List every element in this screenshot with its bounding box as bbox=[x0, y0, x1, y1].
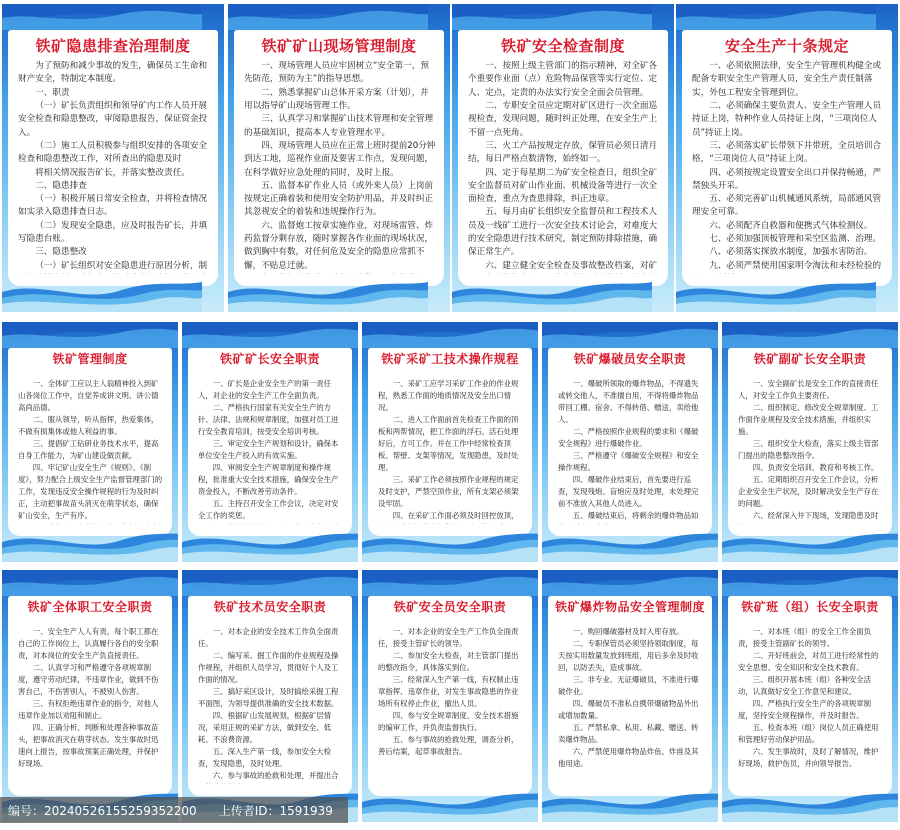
board-panel bbox=[548, 596, 712, 796]
board-body bbox=[244, 60, 436, 274]
board-paragraph: 三、经常深入生产第一线，有权制止违章指挥、违章作业，对发生事故隐患的作业场所有权停止作业，撤出人员。 bbox=[378, 674, 519, 708]
wave-decoration bbox=[362, 528, 538, 562]
board-paragraph: 三、组织安全大检查，落实上级主管部门提出的隐患整改指令。 bbox=[738, 438, 879, 460]
board-paragraph: 一、职责 bbox=[35, 87, 70, 98]
board-11 bbox=[182, 570, 358, 822]
board-panel bbox=[728, 348, 892, 536]
board-paragraph: 四、参与安全规章制度、安全技术措施的编审工作，并负责监督执行。 bbox=[378, 710, 519, 732]
board-title: 铁矿爆炸物品安全管理制度 bbox=[554, 600, 705, 614]
board-paragraph: 三、认真学习和掌握矿山技术管理和安全管理的基础知识，提高本人专业管理水平。 bbox=[244, 114, 434, 138]
board-body bbox=[198, 626, 344, 784]
board-paragraph: 一、安全生产人人有责，每个职工都在自己的工作岗位上，认真履行各自的安全职责，对本岗位的安全生产负直接责任。 bbox=[18, 627, 159, 660]
board-panel bbox=[548, 348, 712, 536]
board-paragraph: 一、购回爆破器材及时入库存放。 bbox=[572, 627, 684, 636]
board-paragraph: 一、安全副矿长是安全工作的直接责任人，对安全工作负主要责任。 bbox=[738, 379, 879, 400]
board-paragraph: 一、现场管理人员应牢固树立“安全第一，预先防范，预防为主”的指导思想。 bbox=[244, 61, 429, 85]
board-paragraph: 四、严格执行安全生产的各项规章制度，坚持安全规程操作，并及时报告。 bbox=[738, 698, 872, 720]
board-title: 铁矿矿山现场管理制度 bbox=[261, 37, 417, 55]
board-paragraph: 一、采矿工应学习采矿工作业的作业规程，熟悉工作面的地质情况及安全出口情况。 bbox=[378, 379, 519, 412]
board-5 bbox=[2, 322, 178, 562]
board-panel bbox=[368, 348, 532, 536]
board-10 bbox=[2, 570, 178, 822]
board-paragraph: 二、认真学习和严格遵守各项规章制度，遵守劳动纪律，不违章作业，做到不伤害自己，不伤害别人，不被别人伤害。 bbox=[18, 662, 159, 696]
board-panel bbox=[188, 596, 352, 796]
header-wave-decoration bbox=[182, 322, 358, 348]
board-panel bbox=[8, 30, 218, 286]
board-panel bbox=[458, 30, 668, 286]
board-paragraph: 五、必须完善矿山机械通风系统，局部通风管理安全可靠。 bbox=[692, 194, 882, 218]
board-title: 铁矿副矿长安全职责 bbox=[753, 352, 867, 366]
board-4 bbox=[676, 4, 898, 312]
board-paragraph: 三、严格遵守《爆破安全规程》和安全操作规程。 bbox=[558, 450, 699, 472]
board-title: 铁矿管理制度 bbox=[52, 352, 128, 366]
board-paragraph: 二、进入工作面前首先检查工作面的顶板和两帮情况，把工作面的浮石、活石处理好后，方可工作。并在工作中经常检查顶板、帮壁、支架等情况，发现隐患，及时处理。 bbox=[378, 414, 519, 472]
board-paragraph: 六、经常深入井下现场，发现隐患及时 bbox=[752, 510, 879, 520]
board-panel bbox=[234, 30, 444, 286]
board-body bbox=[468, 60, 660, 274]
board-14 bbox=[722, 570, 898, 822]
board-paragraph: 二、隐患排查 bbox=[35, 180, 87, 191]
board-paragraph: 二、必须确保主要负责人、安全生产管理人员持证上岗，特种作业人员持证上岗，“三项岗位人员”持证上岗。 bbox=[692, 100, 882, 138]
board-paragraph: 二、参加安全大检查，对主管部门提出的整改指令，具体落实到位。 bbox=[378, 650, 519, 672]
header-wave-decoration bbox=[676, 4, 876, 30]
board-paragraph: （一）矿长负责组织和领导矿内工作人员开展安全检查和隐患整改，审阅隐患报告，保证资金投入。 bbox=[18, 100, 208, 138]
wave-decoration bbox=[228, 278, 428, 312]
board-body bbox=[378, 378, 524, 524]
board-paragraph: 将相关情况报告矿长，并落实整改责任。 bbox=[35, 167, 190, 178]
board-paragraph: （二）施工人员积极参与组织安排的各项安全检查和隐患整改工作，对所查出的隐患及时 bbox=[18, 140, 208, 165]
board-paragraph: 八、必须落实探放水制度，加强水害防治。 bbox=[709, 247, 873, 258]
board-title: 铁矿采矿工技术操作规程 bbox=[381, 352, 519, 366]
board-paragraph: 四、牢记矿山安全生产《规则》、《制度》，努力配合上级安全生产监督管理部门的工作，发现违反安全操作规程的行为及时纠正，主动把事故苗头消灭在萌芽状态，确保矿山安全，生产有序。 bbox=[18, 462, 163, 520]
wave-decoration bbox=[722, 788, 898, 822]
board-panel bbox=[728, 596, 892, 796]
board-body bbox=[558, 378, 704, 524]
board-body bbox=[692, 60, 884, 274]
board-paragraph: 五、每月由矿长组织安全监督员和工程技术人员及一线矿工进行一次安全技术讨论会，对难度大的安全隐患进行技术研究，制定预防排除措施，确保正常生产。 bbox=[468, 207, 658, 258]
board-paragraph: 五、深入生产第一线，参加安全大检查，发现隐患，及时处理。 bbox=[198, 746, 332, 768]
board-7 bbox=[362, 322, 538, 562]
board-body bbox=[18, 378, 164, 524]
board-paragraph: 一、必须依照法律，安全生产管理机构健全或配备专职安全生产管理人员，安全生产责任制落实，外包工程安全管理到位。 bbox=[692, 61, 882, 98]
board-panel bbox=[188, 348, 352, 536]
watermark-bar bbox=[0, 797, 348, 823]
board-paragraph: 二、组织制定、修改安全规章制度、工作面作业规程及安全技术措施，并组织实施。 bbox=[738, 402, 879, 436]
header-wave-decoration bbox=[182, 570, 358, 596]
board-paragraph: 二、开好班前会，对员工进行经常性的安全思想、安全知识和安全技术教育。 bbox=[738, 650, 879, 672]
board-paragraph: 一、爆破所领取的爆炸物品，不得遗失或转交他人，不准擅自用，不得将爆炸物品带回工棚、宿舍、不得转借、赠送，卖给他人。 bbox=[558, 379, 699, 424]
board-paragraph: 二、严格执行国家有关安全生产的方针、法律、法规和规章制度，加强对员工进行安全教育培训，按受安全培训考核。 bbox=[198, 402, 339, 436]
board-9 bbox=[722, 322, 898, 562]
board-paragraph: 六、必须配齐自救器和便携式气体检测仪。 bbox=[709, 220, 873, 231]
board-paragraph: 四、爆破员不准私自携带爆破物品外出或增加数量。 bbox=[558, 698, 699, 720]
board-paragraph: 四、审阅安全生产规章制度和操作规程，批准重大安全技术措施，确保安全生产资金投入，不断改善劳动条件。 bbox=[198, 462, 339, 496]
wave-decoration bbox=[2, 278, 202, 312]
wave-decoration bbox=[182, 528, 358, 562]
board-body bbox=[198, 378, 344, 524]
board-panel bbox=[682, 30, 892, 286]
board-body bbox=[378, 626, 524, 784]
board-paragraph: 三、非专业、无证爆破员，不准进行爆破作业。 bbox=[558, 674, 699, 696]
board-title: 铁矿隐患排查治理制度 bbox=[35, 37, 191, 55]
board-paragraph: 七、必须加强顶板管理和采空区监测、治理。 bbox=[709, 234, 882, 245]
wave-decoration bbox=[542, 528, 718, 562]
board-6 bbox=[182, 322, 358, 562]
board-paragraph bbox=[18, 522, 164, 524]
wave-decoration bbox=[362, 788, 538, 822]
board-paragraph: 一、对本班（组）的安全工作全面负责，接受主管副矿长的领导。 bbox=[738, 627, 872, 648]
board-paragraph: 五、检查本班（组）岗位人员正确使用和管理好劳动保护用品。 bbox=[738, 722, 879, 744]
board-2 bbox=[228, 4, 450, 312]
board-paragraph: 六、监督炮工按章实施作业，对现场雷管、炸药监督分剩存放，随时掌握各作业面的现场状况，做到胸中有数，对任何危及安全的隐患应常抓不懈，不贴息迁就。 bbox=[244, 220, 434, 271]
board-title: 铁矿技术员安全职责 bbox=[213, 600, 327, 614]
board-paragraph: 四、现场管理人员应在正常上班时提前20分钟到达工地，巡视作业面及要害工作点，发现问题，在科学做好应急处理的同时，及时上报。 bbox=[244, 140, 436, 178]
board-paragraph: 五、监督本矿作业人员（或外来人员）上岗前按规定正确着装和使用安全防护用品，并及时纠正其忽视安全的着装和违规操作行为。 bbox=[244, 180, 434, 218]
header-wave-decoration bbox=[542, 570, 718, 596]
board-paragraph: 二、服从领导，听从指挥，热爱集体，不做有损集体或他人利益的事。 bbox=[18, 414, 159, 436]
watermark-id: 编号：20240526155259352200 bbox=[8, 803, 197, 818]
wave-decoration bbox=[542, 788, 718, 822]
board-paragraph: （二）发现安全隐患，应及时报告矿长，并填写隐患台账。 bbox=[18, 220, 208, 245]
board-paragraph: 三、审定安全生产规划和设计，确保本单位安全生产投入的有效实施。 bbox=[198, 438, 339, 460]
board-paragraph: 四、负责安全培训、教育和考核工作。 bbox=[752, 462, 879, 472]
board-panel bbox=[8, 348, 172, 536]
board-paragraph: 二、严格按照作业规程的要求和《爆破安全规程》进行爆破作业。 bbox=[558, 426, 699, 448]
board-title: 铁矿全体职工安全职责 bbox=[27, 600, 153, 614]
board-paragraph bbox=[198, 522, 344, 524]
board-title: 安全生产十条规定 bbox=[724, 37, 849, 55]
header-wave-decoration bbox=[362, 322, 538, 348]
board-paragraph: 二、专职保管员必须坚持领取制度，每天按实用数量发放到班组，用后多余及时收回，以防丢失，造成事故。 bbox=[558, 638, 699, 672]
board-paragraph: 为了预防和减少事故的发生，确保员工生命和财产安全，特制定本制度。 bbox=[18, 61, 208, 85]
board-paragraph: 一、矿长是企业安全生产的第一责任人，对企业的安全生产工作全面负责。 bbox=[198, 379, 332, 400]
board-3 bbox=[452, 4, 674, 312]
board-paragraph: （一）积极开展日常安全检查，并将检查情况如实录入隐患排查日志。 bbox=[18, 194, 208, 218]
board-body bbox=[558, 626, 704, 784]
board-paragraph bbox=[244, 273, 436, 274]
board-paragraph: 三、搞好采区设计，及时搞绘采掘工程平面图，为领导提供准确的安全技术数据。 bbox=[198, 686, 339, 708]
board-title: 铁矿安全员安全职责 bbox=[393, 600, 507, 614]
board-paragraph: 二、专职安全员应定期对矿区进行一次全面巡视检查，发现问题，随时纠正处理，在安全生产上不留一点死角。 bbox=[468, 100, 658, 138]
board-paragraph: 六、参与事故的抢救和处理，并提出合 bbox=[212, 770, 339, 780]
board-body bbox=[18, 60, 210, 274]
board-12 bbox=[362, 570, 538, 822]
board-paragraph: 六、严禁使用爆炸物品炸鱼、炸兽及其他用途。 bbox=[558, 746, 699, 768]
header-wave-decoration bbox=[542, 322, 718, 348]
board-paragraph: 四、在采矿工作面必须及时回控放顶， bbox=[392, 510, 519, 520]
board-paragraph: 四、定于每星期二为矿安全检查日，组织全矿安全监督员对矿山作业面、机械设备等进行一次全面检查，重点为查患排除，纠正违章。 bbox=[468, 167, 658, 205]
header-wave-decoration bbox=[452, 4, 652, 30]
board-paragraph: 三、提倡矿工钻研业务技术水平，提高自身工作能力，为矿山建设做贡献。 bbox=[18, 438, 159, 460]
board-panel bbox=[8, 596, 172, 796]
board-title: 铁矿矿长安全职责 bbox=[219, 352, 320, 366]
board-paragraph: 五、定期组织召开安全工作会议，分析企业安全生产状况，及时解决安全生产存在的问题。 bbox=[738, 474, 879, 508]
wave-decoration bbox=[452, 278, 652, 312]
header-wave-decoration bbox=[2, 570, 178, 596]
board-paragraph: 二、熟悉掌握矿山总体开采方案（计划），并用以指导矿山现场管理工作。 bbox=[244, 87, 429, 111]
board-paragraph: 九、必须严禁使用国家明令淘汰和未经检验的 bbox=[709, 260, 882, 271]
board-panel bbox=[368, 596, 532, 796]
board-paragraph: 一、对本企业的安全技术工作负全面责任。 bbox=[198, 627, 339, 648]
board-title: 铁矿爆破员安全职责 bbox=[573, 352, 687, 366]
board-paragraph: 五、爆破结束后，将剩余的爆炸物品如 bbox=[572, 510, 699, 520]
board-paragraph: 六、建立健全安全检查及事故整改档案，对矿 bbox=[485, 260, 658, 271]
board-paragraph: 六、发生事故时，及时了解情况，维护好现场，救护伤员，并向领导报告。 bbox=[738, 746, 879, 768]
board-body bbox=[738, 378, 884, 524]
board-paragraph: 三、组织开展本班（组）各种安全活动，认真做好安全工作意见和建议。 bbox=[738, 674, 872, 696]
board-paragraph: 三、采矿工作必须按照作业规程的规定及时支护，严禁空顶作业，所有支架必须架设牢固。 bbox=[378, 474, 519, 508]
board-13 bbox=[542, 570, 718, 822]
board-paragraph: 三、火工产品按规定存放，保管员必须日清月结，每日严格点数清物，始终如一。 bbox=[468, 140, 658, 165]
header-wave-decoration bbox=[2, 4, 202, 30]
board-paragraph: 五、参与事故的抢救处理，调查分析，善后结案，起草事故报告。 bbox=[378, 734, 519, 756]
board-8 bbox=[542, 322, 718, 562]
board-title: 铁矿班（组）长安全职责 bbox=[741, 600, 879, 614]
board-title: 铁矿安全检查制度 bbox=[500, 37, 625, 55]
wave-decoration bbox=[722, 528, 898, 562]
header-wave-decoration bbox=[228, 4, 428, 30]
board-paragraph: 五、主持召开安全工作会议，决定对安全工作的奖惩。 bbox=[198, 498, 339, 520]
board-paragraph: 四、爆破作业结束后，首先要进行巡查，发现残炮、盲炮应及时处理，未处理完前不准放入其他人员进入。 bbox=[558, 474, 699, 508]
watermark-uploader: 上传者ID：1591939 bbox=[218, 803, 333, 818]
board-paragraph: 三、有权拒绝违章作业的指令，对他人违章作业加以劝阻和制止。 bbox=[18, 698, 159, 720]
board-paragraph: 二、编写采、掘工作面的作业规程及操作规程，并组织人员学习，贯彻好个人及工作面的情况。 bbox=[198, 650, 339, 684]
board-paragraph: 四、正确分析、判断和处理各种事故苗头，把事故消灭在萌芽状态。发生事故时迅速向上报告，按事故预案正确处理，并保护好现场。 bbox=[18, 722, 159, 768]
header-wave-decoration bbox=[722, 570, 898, 596]
wave-decoration bbox=[2, 528, 178, 562]
board-paragraph: 四、必须按规定设置安全出口并保持畅通，严禁独头开采。 bbox=[692, 167, 882, 191]
header-wave-decoration bbox=[722, 322, 898, 348]
board-paragraph: 一、对本企业的安全生产工作负全面责任，接受主管矿长的领导。 bbox=[378, 627, 519, 648]
wave-decoration bbox=[676, 278, 876, 312]
board-body bbox=[18, 626, 164, 784]
board-paragraph: 一、按照上级主管部门的指示精神，对全矿各个重要作业面（点）危险物品保管等实行定位、定人、定点，定责的办法实行安全全面会员管理。 bbox=[468, 61, 658, 98]
header-wave-decoration bbox=[2, 322, 178, 348]
board-paragraph: 四、根据矿山发展规划，根据矿层情况，采用正规的采矿方法，做到安全、低耗、不浪费资源。 bbox=[198, 710, 332, 744]
board-paragraph: （一）矿长组织对安全隐患进行原因分析，制 bbox=[35, 260, 208, 271]
board-body bbox=[738, 626, 884, 784]
header-wave-decoration bbox=[362, 570, 538, 596]
board-1 bbox=[2, 4, 224, 312]
board-paragraph: 三、隐患整改 bbox=[35, 247, 87, 258]
board-paragraph: 三、必须落实矿长带领下井带班，全员培训合格，“三项岗位人员”持证上岗。 bbox=[692, 140, 882, 165]
board-paragraph: 一、全体矿工应以主人翁精神投入到矿山各岗位工作中，自觉养成讲文明、讲公德高尚品德。 bbox=[18, 379, 159, 412]
board-paragraph: 五、严禁私拿、私用、私藏、赠送、转卖爆炸物品。 bbox=[558, 722, 699, 744]
